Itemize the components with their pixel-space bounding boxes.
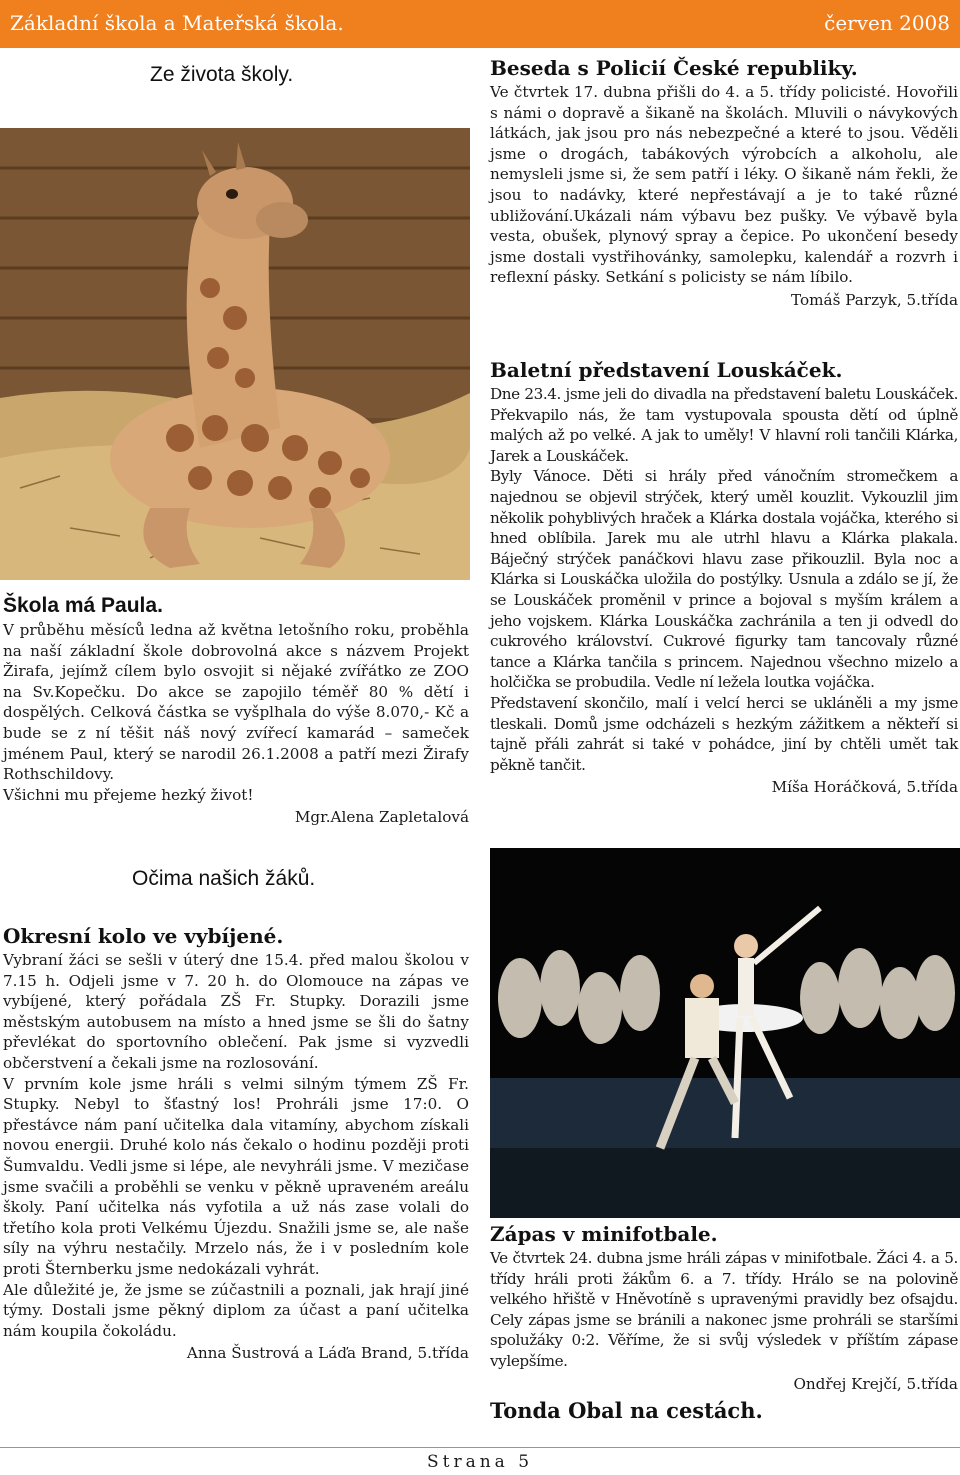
footer-divider: [0, 1447, 960, 1448]
article-ballet-author: Míša Horáčková, 5.třída: [771, 778, 958, 797]
school-name: Základní škola a Mateřská škola.: [10, 11, 344, 35]
article-ballet-text: Dne 23.4. jsme jeli do divadla na představení baletu Louskáček. Překvapilo nás, že tam vystupovala spousta dětí od úplně malých až po velké. A jak to uměly! V hlavní roli tančili Klárka, Jarek a Louskáček.: [490, 385, 958, 465]
giraffe-photo: [0, 128, 470, 580]
article-dodgeball-text2: V prvním kole jsme hráli s velmi silným týmem ZŠ Fr. Stupky. Nebyl to šťastný los! Prohráli jsme 17:0. O přestávce nám paní učitelka dala vitamíny, abychom získali novou energii. Druhé kolo nás čekalo o hodinu později proti Šumvaldu. Vedli jsme si lépe, ale nevyhráli jsme. V mezičase jsme svačili a proběhli se venku v pěkně upraveném areálu školy. Paní učitelka nás vyfotila a už nás zase volali do třetího kola proti Velkému Újezdu. Snažili jsme se, ale naše síly na výhru nestačily. Mrzelo nás, že i v posledním kole proti Šternberku jsme nedokázali vyhrát.: [3, 1074, 469, 1278]
issue-date: červen 2008: [824, 11, 950, 35]
article-ballet-title: Baletní představení Louskáček.: [490, 358, 843, 382]
article-football-text: Ve čtvrtek 24. dubna jsme hráli zápas v minifotbale. Žáci 4. a 5. třídy hráli proti žákům 6. a 7. třídy. Hrálo se na polovině velkého hřiště v Hněvotíně s upravenými pravidly bez ofsajdu. Cely zápas jsme se bránili a nakonec jsme prohráli se staršími spolužáky 0:2. Věříme, že si svůj výsledek v příštím zápase vylepšíme.: [490, 1249, 958, 1370]
article-ballet-text2: Byly Vánoce. Děti si hrály před vánočním stromečkem a najednou se objevil strýček, který uměl kouzlit. Vykouzlil jim několik pohyblivých hraček a Klárka dostala vojáčka, kterého si hned oblíbila. Jarek mu ale utrhl hlavu a Klárka plakala. Báječný strýček panáčkovi hlavu zase přikouzlil. Byla noc a Klárka si Louskáčka uložila do postýlky. Usnula a zdálo se jí, že se Louskáček proměnil v prince a bojoval s myším králem a jeho vojskem. Klárka Louskáčka zachránila a ten ji odvedl do cukrového království. Cukrové figurky tam tancovaly různé tance a Klárka tančila s princem. Najednou všechno mizelo a holčička se probudila. Vedle ní ležela loutka vojáčka.: [490, 467, 958, 692]
article-dodgeball-text3: Ale důležité je, že jsme se zúčastnili a poznali, jak hrají jiné týmy. Dostali jsme pěkný diplom za účast a paní učitelka nám koupila čokoládu.: [3, 1280, 469, 1340]
article-police: [490, 56, 958, 311]
article-tonda-title: Tonda Obal na cestách.: [490, 1398, 763, 1424]
article-ballet-text3: Představení skončilo, malí i velcí herci se ukláněli a my jsme tleskali. Domů jsme odcházeli s hezkým zážitkem a někteří si tajně přáli zahrát si také v pohádce, jiní by chtěli umět tak pěkně tančit.: [490, 693, 958, 774]
article-paula-line2: Všichni mu přejeme hezký život!: [3, 785, 254, 804]
article-dodgeball-title: Okresní kolo ve vybíjené.: [3, 924, 284, 948]
article-football: [490, 1222, 958, 1425]
article-dodgeball-text: Vybraní žáci se sešli v úterý dne 15.4. před malou školou v 7.15 h. Odjeli jsme v 7. 20 h. do Olomouce na zápas ve vybíjené, který pořádala ZŠ Fr. Stupky. Dorazili jsme městským autobusem na místo a hned jsme se šli do šatny převlékat do sportovního oblečení. Pak jsme si vyzvedli občerstvení a čekali jsme na rozlosování.: [3, 951, 469, 1072]
page-number: Strana 5: [426, 1452, 534, 1472]
ballet-illustration: [490, 848, 960, 1218]
article-paula: [3, 594, 469, 828]
giraffe-illustration: [0, 128, 470, 580]
ballet-photo: [490, 848, 960, 1218]
article-paula-author: Mgr.Alena Zapletalová: [294, 808, 469, 827]
article-football-author: Ondřej Krejčí, 5.třída: [793, 1374, 958, 1393]
article-paula-text: V průběhu měsíců ledna až května letošního roku, proběhla na naší základní škole dobrovolná akce s názvem Projekt Žirafa, jejímž cílem bylo osvojit si nějaké zvířátko ze ZOO na Sv.Kopečku. Do akce se zapojilo téměř 80 % dětí i dospělých. Celková částka se vyšplhala do výše 8.070,- Kč a bude se z ní těšit náš nový zvířecí kamarád – sameček jménem Paul, který se narodil 26.1.2008 a patří mezi Žirafy Rothschildovy.: [3, 621, 469, 784]
article-football-title: Zápas v minifotbale.: [490, 1222, 718, 1246]
article-police-title: Beseda s Policií České republiky.: [490, 56, 858, 80]
article-dodgeball: [3, 924, 469, 1364]
article-police-text: Ve čtvrtek 17. dubna přišli do 4. a 5. třídy policisté. Hovořili s námi o dopravě a šikaně na školách. Mluvili o návykových látkách, jak jsou pro nás nebezpečné a které to jsou. Věděli jsme o drogách, tabákových výrobcích a alkoholu, ale nemysleli jsme si, že sem patří i léky. O šikaně nám řekli, že jsou to nadávky, které nepřestávají a je to také různé ubližování.Ukázali nám výbavu bez pušky. Ve výbavě byla vesta, obušek, plynový spray a čepice. Po ukončení besedy jsme dostali vystřihovánky, samolepku, kalendář a rozvrh i reflexní pásky. Setkání s policisty se nám líbilo.: [490, 83, 958, 287]
section-title-life: Ze života školy.: [150, 63, 294, 86]
article-dodgeball-author: Anna Šustrová a Láďa Brand, 5.třída: [186, 1344, 469, 1363]
article-paula-title: Škola má Paula.: [3, 594, 163, 617]
article-ballet: [490, 358, 958, 798]
section-title-eyes: Očima našich žáků.: [132, 867, 316, 890]
article-police-author: Tomáš Parzyk, 5.třída: [791, 290, 958, 309]
page-header: [0, 0, 960, 48]
